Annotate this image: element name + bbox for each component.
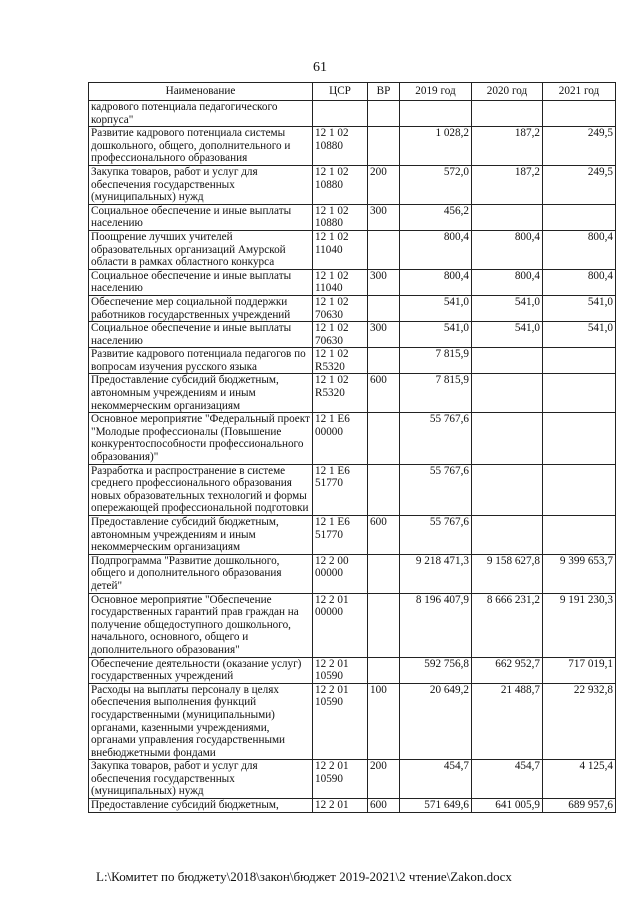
cell-csr: 12 1 E6 51770 [313,464,368,515]
table-row [89,269,616,295]
cell-2021: 249,5 [543,127,616,166]
page-number: 61 [313,60,327,75]
cell-2019: 800,4 [400,230,472,269]
cell-2021: 22 932,8 [543,683,616,760]
cell-vr: 600 [368,799,400,813]
cell-2019: 571 649,6 [400,799,472,813]
cell-csr: 12 2 01 00000 [313,593,368,657]
table-row [89,683,616,760]
cell-2020: 8 666 231,2 [472,593,543,657]
cell-name: Предоставление субсидий бюджетным, [89,799,313,813]
cell-name: Обеспечение мер социальной поддержки работников государственных учреждений [89,295,313,321]
cell-2019: 55 767,6 [400,464,472,515]
cell-2019: 454,7 [400,760,472,799]
table-row [89,204,616,230]
cell-2019: 7 815,9 [400,374,472,413]
cell-name: кадрового потенциала педагогического корпуса" [89,101,313,127]
cell-csr: 12 1 02 70630 [313,295,368,321]
cell-2019: 9 218 471,3 [400,554,472,593]
cell-2020 [472,516,543,555]
cell-2021: 541,0 [543,322,616,348]
table-row [89,516,616,555]
header-name: Наименование [89,83,313,101]
cell-vr: 600 [368,516,400,555]
cell-name: Социальное обеспечение и иные выплаты населению [89,322,313,348]
cell-csr: 12 1 02 10880 [313,165,368,204]
cell-2019 [400,101,472,127]
cell-2021 [543,413,616,464]
cell-name: Социальное обеспечение и иные выплаты населению [89,204,313,230]
cell-vr [368,657,400,683]
cell-2021: 800,4 [543,230,616,269]
cell-2021: 249,5 [543,165,616,204]
table-row [89,554,616,593]
cell-vr [368,127,400,166]
cell-vr [368,348,400,374]
cell-name: Социальное обеспечение и иные выплаты населению [89,269,313,295]
cell-csr: 12 1 02 R5320 [313,348,368,374]
cell-2021 [543,374,616,413]
table-row [89,101,616,127]
cell-vr: 300 [368,322,400,348]
table-row [89,127,616,166]
cell-name: Предоставление субсидий бюджетным, автономным учреждениям и иным некоммерческим организациям [89,516,313,555]
cell-2021 [543,348,616,374]
table-row [89,230,616,269]
cell-2019: 800,4 [400,269,472,295]
cell-2019: 541,0 [400,322,472,348]
cell-2020: 662 952,7 [472,657,543,683]
cell-2020: 800,4 [472,230,543,269]
table-row [89,464,616,515]
cell-name: Поощрение лучших учителей образовательных организаций Амурской области в рамках областного конкурса [89,230,313,269]
header-2021: 2021 год [543,83,616,101]
cell-2020 [472,374,543,413]
cell-csr: 12 1 02 11040 [313,269,368,295]
cell-2021: 800,4 [543,269,616,295]
cell-name: Подпрограмма "Развитие дошкольного, общего и дополнительного образования детей" [89,554,313,593]
cell-2019: 7 815,9 [400,348,472,374]
cell-csr: 12 1 02 11040 [313,230,368,269]
cell-2021: 689 957,6 [543,799,616,813]
cell-csr: 12 1 E6 00000 [313,413,368,464]
cell-vr [368,295,400,321]
cell-2021: 9 191 230,3 [543,593,616,657]
cell-2020 [472,413,543,464]
cell-2019: 541,0 [400,295,472,321]
cell-vr [368,554,400,593]
cell-vr [368,413,400,464]
cell-2020: 541,0 [472,322,543,348]
table-header-row [89,83,616,101]
cell-vr: 200 [368,760,400,799]
budget-table [88,82,616,813]
cell-name: Предоставление субсидий бюджетным, автономным учреждениям и иным некоммерческим организациям [89,374,313,413]
cell-2019: 572,0 [400,165,472,204]
cell-csr [313,101,368,127]
cell-name: Закупка товаров, работ и услуг для обеспечения государственных (муниципальных) нужд [89,165,313,204]
cell-2020 [472,204,543,230]
cell-2020 [472,348,543,374]
cell-csr: 12 2 01 10590 [313,683,368,760]
cell-2020: 800,4 [472,269,543,295]
cell-2020 [472,464,543,515]
cell-csr: 12 1 02 10880 [313,127,368,166]
cell-vr [368,101,400,127]
cell-2020: 187,2 [472,127,543,166]
cell-2020: 187,2 [472,165,543,204]
cell-2020: 9 158 627,8 [472,554,543,593]
cell-2019: 1 028,2 [400,127,472,166]
cell-2019: 20 649,2 [400,683,472,760]
cell-csr: 12 1 E6 51770 [313,516,368,555]
header-vr: ВР [368,83,400,101]
cell-2021: 541,0 [543,295,616,321]
cell-name: Расходы на выплаты персоналу в целях обеспечения выполнения функций государственными (муниципальными) органами, казенными учреждениями, органами управления государственными внебюджетными фондами [89,683,313,760]
cell-2020: 454,7 [472,760,543,799]
cell-2021: 9 399 653,7 [543,554,616,593]
cell-vr: 100 [368,683,400,760]
cell-2019: 8 196 407,9 [400,593,472,657]
cell-csr: 12 1 02 R5320 [313,374,368,413]
cell-name: Развитие кадрового потенциала системы дошкольного, общего, дополнительного и профессионального образования [89,127,313,166]
table-row [89,348,616,374]
cell-2020: 21 488,7 [472,683,543,760]
cell-name: Разработка и распространение в системе среднего профессионального образования новых образовательных технологий и формы опережающей профессиональной подготовки [89,464,313,515]
cell-vr: 600 [368,374,400,413]
table-row [89,295,616,321]
cell-name: Основное мероприятие "Федеральный проект "Молодые профессионалы (Повышение конкурентоспособности профессионального образования)" [89,413,313,464]
cell-name: Развитие кадрового потенциала педагогов по вопросам изучения русского языка [89,348,313,374]
footer-file-path: L:\Комитет по бюджету\2018\закон\бюджет 2019-2021\2 чтение\Zakon.docx [96,869,512,884]
cell-2020: 641 005,9 [472,799,543,813]
cell-2019: 456,2 [400,204,472,230]
cell-2021 [543,101,616,127]
table-row [89,374,616,413]
cell-2021: 4 125,4 [543,760,616,799]
cell-2020: 541,0 [472,295,543,321]
cell-2021 [543,464,616,515]
cell-2021 [543,204,616,230]
cell-vr [368,230,400,269]
cell-2020 [472,101,543,127]
cell-csr: 12 2 00 00000 [313,554,368,593]
cell-2021: 717 019,1 [543,657,616,683]
header-2019: 2019 год [400,83,472,101]
table-row [89,593,616,657]
table-row [89,322,616,348]
cell-vr [368,593,400,657]
cell-vr: 300 [368,269,400,295]
cell-vr: 300 [368,204,400,230]
cell-vr [368,464,400,515]
cell-csr: 12 1 02 70630 [313,322,368,348]
cell-name: Закупка товаров, работ и услуг для обеспечения государственных (муниципальных) нужд [89,760,313,799]
cell-vr: 200 [368,165,400,204]
cell-name: Обеспечение деятельности (оказание услуг) государственных учреждений [89,657,313,683]
table-row [89,760,616,799]
cell-csr: 12 2 01 10590 [313,657,368,683]
cell-2021 [543,516,616,555]
cell-name: Основное мероприятие "Обеспечение государственных гарантий прав граждан на получение общедоступного дошкольного, начального, основного, общего и дополнительного образования" [89,593,313,657]
cell-csr: 12 2 01 [313,799,368,813]
cell-csr: 12 2 01 10590 [313,760,368,799]
cell-2019: 592 756,8 [400,657,472,683]
table-row [89,799,616,813]
header-2020: 2020 год [472,83,543,101]
cell-2019: 55 767,6 [400,413,472,464]
table-row [89,165,616,204]
header-csr: ЦСР [313,83,368,101]
table-row [89,657,616,683]
cell-csr: 12 1 02 10880 [313,204,368,230]
cell-2019: 55 767,6 [400,516,472,555]
table-row [89,413,616,464]
